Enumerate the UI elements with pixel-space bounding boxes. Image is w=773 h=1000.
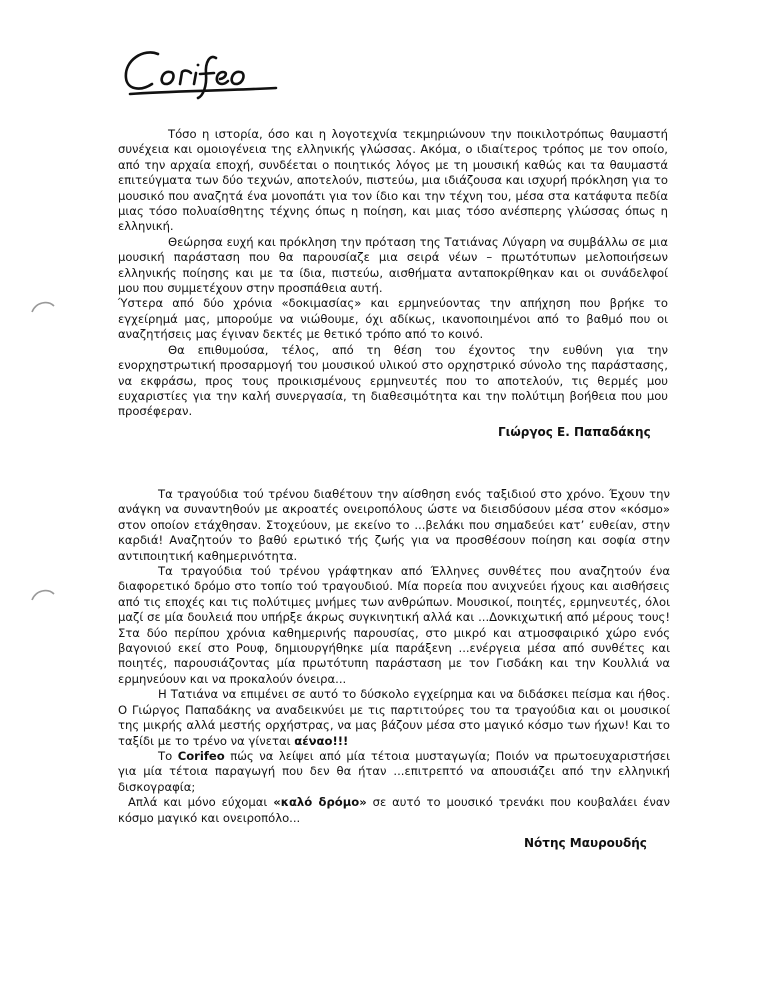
signature-mavroudis: Νότης Μαυρουδής [524,836,647,850]
punch-hole-mark [28,296,58,316]
paragraph: Θεώρησα ευχή και πρόκληση την πρόταση της Τατιάνας Λύγαρη να συμβάλλω σε μια μουσική παράσταση που θα παρουσίαζε μια σειρά νέων – πρωτότυπων μελοποιήσεων ελληνικής ποίησης και με τα ίδια, πιστεύω, αισθήματα ανταποκρίθηκαν και οι συνάδελφοί μου που συμμετέχουν στην προσπάθεια αυτή. [118,234,668,296]
paragraph: Απλά και μόνο εύχομαι «καλό δρόμο» σε αυτό το μουσικό τρενάκι που κουβαλάει έναν κόσμο μαγικό και ονειροπόλο... [118,795,671,825]
text-section-1 [118,127,668,420]
paragraph: Το Corifeo πώς να λείψει από μία τέτοια μυσταγωγία; Ποιόν να πρωτοευχαριστήσει για μία τέτοια παραγωγή που δεν θα ήταν ...επιτρεπτό να απουσιάζει από την ελληνική δισκογραφία; [118,748,671,794]
paragraph: Η Τατιάνα να επιμένει σε αυτό το δύσκολο εγχείρημα και να διδάσκει πείσμα και ήθος. Ο Γιώργος Παπαδάκης να αναδεικνύει με τις παρτιτούρες του τα τραγούδια και οι μουσικοί της μικρής αλλά μεστής ορχήστρας, να μας βάζουν μέσα στο μαγικό κόσμο των ήχων! Και το ταξίδι με το τρένο να γίνεται αέναο!!! [118,687,670,748]
punch-hole-mark [28,584,58,604]
paragraph: Ύστερα από δύο χρόνια «δοκιμασίας» και ερμηνεύοντας την απήχηση που βρήκε το εγχείρημά μας, μπορούμε να νιώθουμε, όχι αδίκως, ικανοποιημένοι από το βαθμό που οι αναζητήσεις μας έγιναν δεκτές με θετικό τρόπο από το κοινό. [118,296,668,342]
paragraph: Θα επιθυμούσα, τέλος, από τη θέση του έχοντος την ευθύνη για την ενορχηστρωτική προσαρμογή του μουσικού υλικού στο ορχηστρικό σύνολο της παράστασης, να εκφράσω, προς τους προικισμένους ερμηνευτές που το αποτελούν, τις θερμές μου ευχαριστίες για την καλή συνεργασία, τη διαθεσιμότητα και την πολύτιμη βοήθεια που μου προσέφεραν. [118,342,668,419]
signature-papadakis: Γιώργος Ε. Παπαδάκης [498,425,651,439]
paragraph: Τόσο η ιστορία, όσο και η λογοτεχνία τεκμηριώνουν την ποικιλοτρόπως θαυμαστή συνέχεια και ομοιογένεια της ελληνικής γλώσσας. Ακόμα, ο ιδιαίτερος τρόπος με τον οποίο, από την αρχαία εποχή, συνδέεται ο ποιητικός λόγος με τη μουσική καθώς και τα θαυμαστά επιτεύγματα των δύο τεχνών, αποτελούν, πιστεύω, μια ιδιάζουσα και ισχυρή πρόκληση για το μουσικό που αναζητά ένα μονοπάτι για τον ίδιο και την τέχνη του, μέσα στα κατάφυτα πεδία μιας τόσο πολυαίσθητης τέχνης όπως η ποίηση, και μιας τόσο ανέσπερης γλώσσας όπως η ελληνική. [118,127,668,234]
corifeo-logo [118,42,288,102]
paragraph: Τα τραγούδια τού τρένου διαθέτουν την αίσθηση ενός ταξιδιού στο χρόνο. Έχουν την ανάγκη να συναντηθούν με ακροατές ονειροπόλους ώστε να διεισδύσουν μέσα στον «κόσμο» στον οποίον ετάχθησαν. Στοχεύουν, με εκείνο το ...βελάκι που σημαδεύει κατ’ ευθείαν, στην καρδιά! Αναζητούν το βαθύ ερωτικό τής ζωής για να προσθέσουν ποίηση και σοφία στην αντιποιητική καθημερινότητα. [118,487,670,563]
paragraph: Τα τραγούδια τού τρένου γράφτηκαν από Έλληνες συνθέτες που αναζητούν ένα διαφορετικό δρόμο στο τοπίο τού τραγουδιού. Μία πορεία που ανιχνεύει ήχους και αισθήσεις από τις εποχές και τις πολύτιμες μνήμες των ανθρώπων. Μουσικοί, ποιητές, ερμηνευτές, όλοι μαζί σε μία δουλειά που υπήρξε άκρως συγκινητική αλλά και ...Δονκιχωτική από μέρους τους! Στα δύο περίπου χρόνια καθημερινής παρουσίας, στο μικρό και ατμοσφαιρικό χώρο ενός βαγονιού εκεί στο Ρουφ, δημιουργήθηκε μία παράξενη ...ενέργεια μέσα από συνθέτες και ποιητές, παρουσιάζοντας μία πρωτότυπη παράσταση με τον Γισδάκη και την Κουλλιά να ερμηνεύουν και να προκαλούν όνειρα... [118,564,670,686]
text-section-2 [118,487,670,826]
